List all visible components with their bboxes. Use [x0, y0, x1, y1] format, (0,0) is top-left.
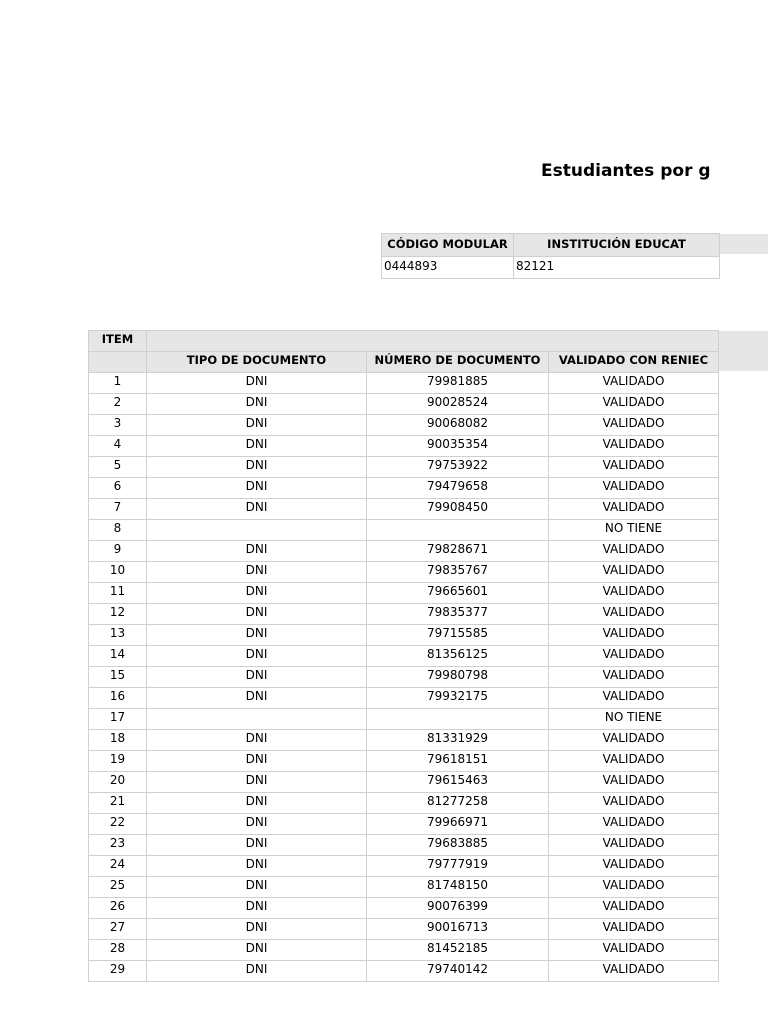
item-cell: 4 — [89, 436, 147, 457]
doc-type-cell: DNI — [147, 793, 367, 814]
item-cell: 14 — [89, 646, 147, 667]
header-validado-reniec: VALIDADO CON RENIEC — [549, 352, 719, 373]
validated-cell: VALIDADO — [549, 373, 719, 394]
table-row — [89, 457, 719, 478]
doc-type-cell: DNI — [147, 751, 367, 772]
doc-number-cell: 79615463 — [367, 772, 549, 793]
doc-number-cell: 79479658 — [367, 478, 549, 499]
doc-type-cell — [147, 520, 367, 541]
validated-cell: VALIDADO — [549, 457, 719, 478]
header-institucion-educativa: INSTITUCIÓN EDUCAT — [514, 234, 720, 257]
table-row — [89, 961, 719, 982]
doc-number-cell: 79932175 — [367, 688, 549, 709]
item-cell: 11 — [89, 583, 147, 604]
doc-number-cell: 79981885 — [367, 373, 549, 394]
doc-number-cell: 81748150 — [367, 877, 549, 898]
item-cell: 1 — [89, 373, 147, 394]
validated-cell: VALIDADO — [549, 856, 719, 877]
doc-type-cell: DNI — [147, 373, 367, 394]
validated-cell: VALIDADO — [549, 772, 719, 793]
doc-type-cell: DNI — [147, 541, 367, 562]
header-item: ITEM — [89, 331, 147, 352]
doc-type-cell: DNI — [147, 583, 367, 604]
item-cell: 29 — [89, 961, 147, 982]
validated-cell: VALIDADO — [549, 688, 719, 709]
doc-type-cell: DNI — [147, 919, 367, 940]
students-table — [88, 330, 719, 982]
validated-cell: VALIDADO — [549, 499, 719, 520]
item-cell: 16 — [89, 688, 147, 709]
doc-number-cell: 79777919 — [367, 856, 549, 877]
doc-type-cell: DNI — [147, 688, 367, 709]
header-codigo-modular: CÓDIGO MODULAR — [382, 234, 514, 257]
doc-type-cell: DNI — [147, 814, 367, 835]
doc-type-cell: DNI — [147, 499, 367, 520]
table-row — [89, 751, 719, 772]
doc-type-cell: DNI — [147, 835, 367, 856]
doc-number-cell: 81452185 — [367, 940, 549, 961]
item-cell: 18 — [89, 730, 147, 751]
doc-number-cell: 81277258 — [367, 793, 549, 814]
doc-type-cell: DNI — [147, 604, 367, 625]
institution-table — [381, 233, 720, 279]
codigo-modular-value: 0444893 — [382, 257, 514, 279]
table-row — [89, 814, 719, 835]
table-row — [89, 898, 719, 919]
table-row — [89, 940, 719, 961]
validated-cell: VALIDADO — [549, 961, 719, 982]
doc-number-cell: 79618151 — [367, 751, 549, 772]
item-cell: 24 — [89, 856, 147, 877]
item-cell: 10 — [89, 562, 147, 583]
validated-cell: VALIDADO — [549, 940, 719, 961]
item-cell: 19 — [89, 751, 147, 772]
doc-type-cell: DNI — [147, 898, 367, 919]
item-cell: 9 — [89, 541, 147, 562]
doc-number-cell: 90068082 — [367, 415, 549, 436]
doc-type-cell — [147, 709, 367, 730]
table-row — [89, 499, 719, 520]
item-cell: 22 — [89, 814, 147, 835]
table-row — [89, 583, 719, 604]
table-row — [89, 877, 719, 898]
doc-type-cell: DNI — [147, 856, 367, 877]
doc-number-cell: 79683885 — [367, 835, 549, 856]
doc-number-cell: 81356125 — [367, 646, 549, 667]
item-cell: 15 — [89, 667, 147, 688]
validated-cell: VALIDADO — [549, 625, 719, 646]
validated-cell: NO TIENE — [549, 520, 719, 541]
validated-cell: VALIDADO — [549, 394, 719, 415]
doc-number-cell — [367, 520, 549, 541]
validated-cell: VALIDADO — [549, 646, 719, 667]
table-row — [89, 856, 719, 877]
table-row — [89, 436, 719, 457]
item-cell: 13 — [89, 625, 147, 646]
validated-cell: VALIDADO — [549, 730, 719, 751]
item-cell: 2 — [89, 394, 147, 415]
table-row — [89, 625, 719, 646]
doc-number-cell: 90076399 — [367, 898, 549, 919]
table-row — [89, 667, 719, 688]
institution-header-overflow — [719, 234, 768, 254]
item-cell: 27 — [89, 919, 147, 940]
table-row — [89, 520, 719, 541]
doc-type-cell: DNI — [147, 415, 367, 436]
students-table-body — [89, 373, 719, 982]
table-row — [89, 373, 719, 394]
doc-type-cell: DNI — [147, 478, 367, 499]
item-cell: 28 — [89, 940, 147, 961]
validated-cell: VALIDADO — [549, 793, 719, 814]
header-item-blank — [89, 352, 147, 373]
doc-number-cell: 79966971 — [367, 814, 549, 835]
validated-cell: NO TIENE — [549, 709, 719, 730]
validated-cell: VALIDADO — [549, 604, 719, 625]
doc-number-cell: 79665601 — [367, 583, 549, 604]
doc-number-cell: 79753922 — [367, 457, 549, 478]
validated-cell: VALIDADO — [549, 814, 719, 835]
institucion-educativa-value: 82121 — [514, 257, 720, 279]
doc-number-cell: 90028524 — [367, 394, 549, 415]
header-tipo-documento: TIPO DE DOCUMENTO — [147, 352, 367, 373]
doc-type-cell: DNI — [147, 877, 367, 898]
doc-number-cell: 79835377 — [367, 604, 549, 625]
table-row — [89, 604, 719, 625]
table-row — [89, 478, 719, 499]
doc-number-cell: 79740142 — [367, 961, 549, 982]
validated-cell: VALIDADO — [549, 919, 719, 940]
doc-type-cell: DNI — [147, 940, 367, 961]
item-cell: 20 — [89, 772, 147, 793]
table-row — [89, 394, 719, 415]
doc-type-cell: DNI — [147, 562, 367, 583]
validated-cell: VALIDADO — [549, 562, 719, 583]
table-row — [89, 562, 719, 583]
table-row — [89, 646, 719, 667]
validated-cell: VALIDADO — [549, 898, 719, 919]
validated-cell: VALIDADO — [549, 415, 719, 436]
students-header-overflow — [719, 331, 768, 371]
header-group-blank — [147, 331, 719, 352]
doc-number-cell — [367, 709, 549, 730]
table-row — [89, 709, 719, 730]
validated-cell: VALIDADO — [549, 478, 719, 499]
doc-type-cell: DNI — [147, 625, 367, 646]
table-row — [89, 688, 719, 709]
doc-type-cell: DNI — [147, 646, 367, 667]
doc-number-cell: 79715585 — [367, 625, 549, 646]
table-row — [89, 772, 719, 793]
item-cell: 3 — [89, 415, 147, 436]
table-row — [89, 730, 719, 751]
table-row — [89, 541, 719, 562]
validated-cell: VALIDADO — [549, 583, 719, 604]
doc-type-cell: DNI — [147, 394, 367, 415]
validated-cell: VALIDADO — [549, 436, 719, 457]
item-cell: 23 — [89, 835, 147, 856]
header-numero-documento: NÚMERO DE DOCUMENTO — [367, 352, 549, 373]
doc-number-cell: 79835767 — [367, 562, 549, 583]
validated-cell: VALIDADO — [549, 667, 719, 688]
institution-row — [382, 257, 720, 279]
doc-number-cell: 79908450 — [367, 499, 549, 520]
doc-type-cell: DNI — [147, 457, 367, 478]
item-cell: 21 — [89, 793, 147, 814]
doc-type-cell: DNI — [147, 667, 367, 688]
validated-cell: VALIDADO — [549, 751, 719, 772]
item-cell: 8 — [89, 520, 147, 541]
table-row — [89, 919, 719, 940]
validated-cell: VALIDADO — [549, 877, 719, 898]
doc-number-cell: 79828671 — [367, 541, 549, 562]
doc-number-cell: 90035354 — [367, 436, 549, 457]
validated-cell: VALIDADO — [549, 835, 719, 856]
doc-number-cell: 81331929 — [367, 730, 549, 751]
doc-type-cell: DNI — [147, 730, 367, 751]
item-cell: 12 — [89, 604, 147, 625]
item-cell: 5 — [89, 457, 147, 478]
table-row — [89, 793, 719, 814]
doc-number-cell: 79980798 — [367, 667, 549, 688]
item-cell: 26 — [89, 898, 147, 919]
table-row — [89, 415, 719, 436]
page-title: Estudiantes por g — [541, 161, 711, 181]
item-cell: 25 — [89, 877, 147, 898]
doc-type-cell: DNI — [147, 772, 367, 793]
item-cell: 17 — [89, 709, 147, 730]
item-cell: 7 — [89, 499, 147, 520]
item-cell: 6 — [89, 478, 147, 499]
doc-type-cell: DNI — [147, 961, 367, 982]
validated-cell: VALIDADO — [549, 541, 719, 562]
doc-number-cell: 90016713 — [367, 919, 549, 940]
table-row — [89, 835, 719, 856]
doc-type-cell: DNI — [147, 436, 367, 457]
